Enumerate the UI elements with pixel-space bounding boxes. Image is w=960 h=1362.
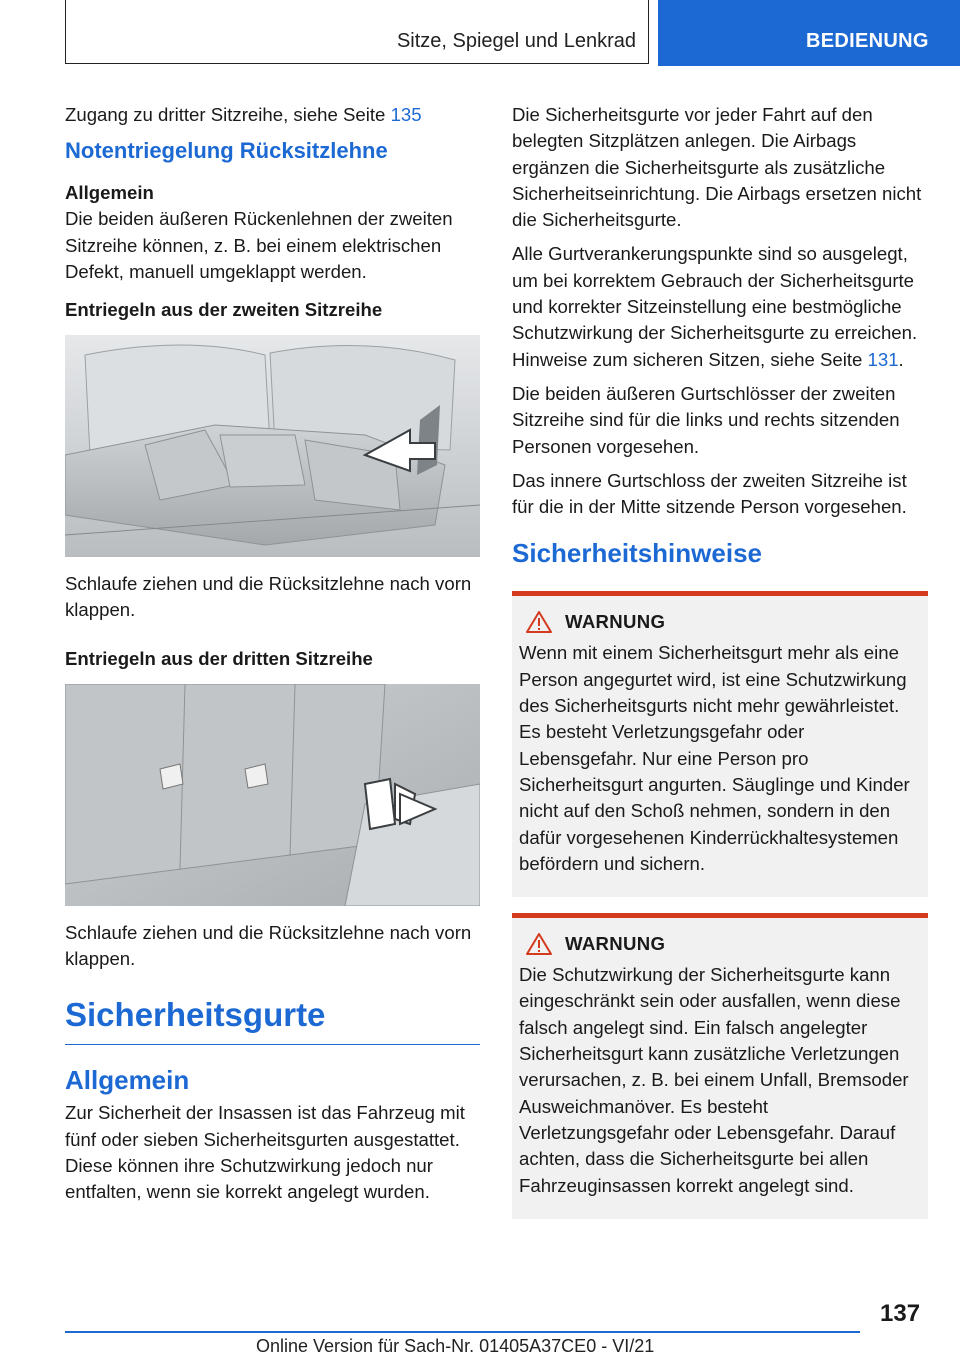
gurte-paragraph: Zur Sicherheit der Insassen ist das Fahrzeug mit fünf oder sieben Sicherheitsgurten ausgestattet. Diese können ihre Schutzwirkung jedoch nur entfalten, wenn sie korrekt angelegt wurden. (65, 1102, 465, 1203)
caption-second-row: Schlaufe ziehen und die Rücksitzlehne nach vorn klappen. (65, 573, 472, 621)
footer-online-version: Online Version für Sach-Nr. 01405A37CE0 - VI/21 (256, 1336, 655, 1356)
warning-header-2 (519, 932, 920, 956)
figure-second-row-seats (65, 335, 480, 557)
label-zweite-sitzreihe: Entriegeln aus der zweiten Sitzreihe (65, 299, 383, 321)
figure-third-row-seats (65, 684, 480, 906)
page-link-131[interactable]: 131 (867, 348, 899, 370)
header-chapter-title: BEDIENUNG (806, 30, 929, 52)
heading-notentriegelung: Notentriegelung Rücksitzlehne (65, 138, 388, 164)
label-allgemein: Allgemein (65, 182, 154, 204)
label-dritte-sitzreihe: Entriegeln aus der dritten Sitzreihe (65, 647, 373, 669)
warning-title-1: WARNUNG (565, 611, 666, 633)
warning-box-2 (512, 913, 928, 1219)
caption-third-row: Schlaufe ziehen und die Rücksitzlehne nach vorn klappen. (65, 921, 472, 970)
paragraph-anlegen: Die Sicherheitsgurte vor jeder Fahrt auf den belegten Sitzplätzen anlegen. Die Airbags ergänzen die Sicherheitsgurte als zusätzliche Sicherheitseinrichtung. Die Airbags ersetzen nicht die Sicherheitsgurte. (512, 104, 922, 231)
left-column (65, 102, 480, 1214)
header-section-title: Sitze, Spiegel und Lenkrad (396, 30, 636, 52)
paragraph-verankerung: Alle Gurtverankerungspunkte sind so ausgelegt, um bei korrektem Gebrauch der Sicherheitsgurte und korrekter Sitzeinstellung eine bestmögliche Schutzwirkung der Sicherheitsgurte zu erreichen. Hinweise zum sicheren Sitzen, siehe Seite 131. (512, 243, 918, 370)
chapter-title-sicherheitsgurte: Sicherheitsgurte (65, 996, 480, 1045)
warning-text-1: Wenn mit einem Sicherheitsgurt mehr als eine Person angegurtet wird, ist eine Schutzwirkung des Sicherheitsgurts nicht mehr gewährleistet. Es besteht Verletzungsgefahr oder Lebensgefahr. Nur eine Person pro Sicherheitsgurt angurten. Säuglinge und Kinder nicht auf den Schoß nehmen, sondern in den dafür vorgesehenen Kinderrückhaltesystemen befördern und sichern. (519, 642, 910, 874)
page-number: 137 (880, 1300, 921, 1327)
paragraph-inneres-schloss: Das innere Gurtschloss der zweiten Sitzreihe ist für die in der Mitte sitzende Person vorgesehen. (512, 469, 907, 518)
paragraph-aeussere-schloesser: Die beiden äußeren Gurtschlösser der zweiten Sitzreihe sind für die links und rechts sitzenden Personen vorgesehen. (512, 382, 900, 457)
heading-sicherheitshinweise: Sicherheitshinweise (512, 538, 762, 569)
heading-allgemein: Allgemein (65, 1065, 190, 1096)
header-section-box (65, 0, 649, 64)
warning-triangle-icon (525, 610, 553, 634)
footer-divider (65, 1331, 860, 1333)
warning-triangle-icon (525, 932, 553, 956)
allgemein-paragraph: Die beiden äußeren Rückenlehnen der zweiten Sitzreihe können, z. B. bei einem elektrischen Defekt, manuell umgeklappt werden. (65, 208, 453, 282)
page-link-135[interactable]: 135 (390, 104, 422, 125)
header-chapter-tab (658, 0, 960, 66)
warning-header-1 (519, 610, 920, 634)
warning-box-1 (512, 591, 928, 897)
warning-text-2: Die Schutzwirkung der Sicherheitsgurte kann eingeschränkt sein oder ausfallen, wenn diese falsch angelegt sind. Ein falsch angelegter Sicherheitsgurt kann zusätzliche Verletzungen verursachen, z. B. bei einem Unfall, Bremsoder Ausweichmanöver. Es besteht Verletzungsgefahr oder Lebensgefahr. Darauf achten, dass die Sicherheitsgurte bei allen Fahrzeuginsassen korrekt angelegt sind. (519, 964, 909, 1196)
warning-title-2: WARNUNG (565, 933, 666, 955)
intro-paragraph: Zugang zu dritter Sitzreihe, siehe Seite 135 (65, 104, 422, 125)
right-column (512, 102, 928, 1219)
